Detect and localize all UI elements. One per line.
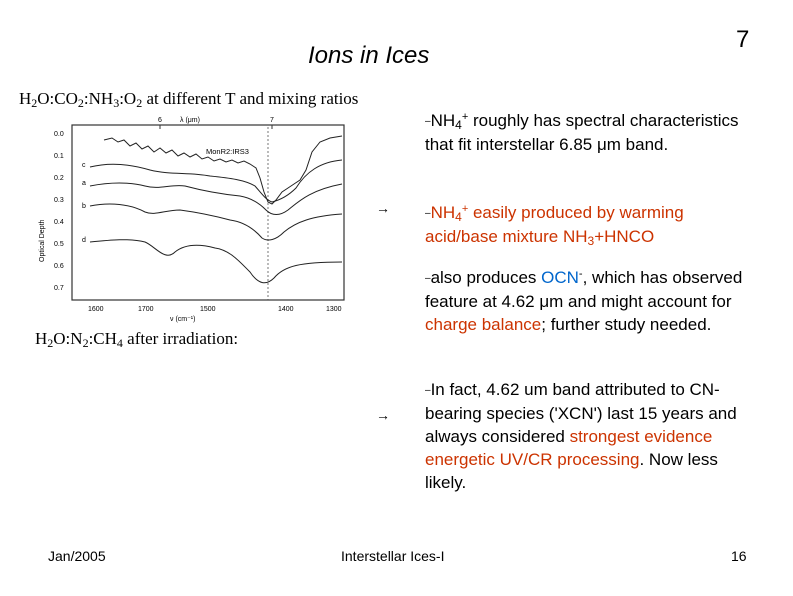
slide-number-top: 7 [736, 26, 750, 53]
x-tick-1600: 1600 [88, 306, 104, 313]
footer-title: Interstellar Ices-I [341, 548, 445, 564]
bullet-3: –also produces OCN-, which has observed feature at 4.62 μm and might account for charge balance; further study needed. [425, 268, 743, 334]
arrow-right-icon: → [376, 407, 390, 423]
spectrum-curve-a [90, 183, 342, 215]
top-tick-7: 7 [270, 117, 274, 124]
slide-title: Ions in Ices [308, 42, 430, 69]
y-axis-label: Optical Depth [39, 219, 46, 262]
y-tick-0: 0.0 [54, 131, 64, 138]
y-tick-6: 0.6 [54, 263, 64, 270]
spectrum-curve-d [90, 240, 342, 283]
bullet-4: –In fact, 4.62 um band attributed to CN-bearing species ('XCN') last 15 years and always considered strongest evidence energetic UV/CR processing. Now less likely. [425, 380, 737, 492]
x-tick-1300: 1300 [326, 306, 342, 313]
curve-label-d: d [82, 237, 86, 244]
bullet-2: $-NH_4^+$ easily produced by warming acid/base mixture $NH_3+HNCO$ [425, 203, 684, 248]
top-tick-6: 6 [158, 117, 162, 124]
arrow-right-icon: → [376, 200, 390, 216]
y-tick-3: 0.3 [54, 197, 64, 204]
bullet-1: $-NH_4^+$ roughly has spectral characteristics that fit interstellar 6.85 μm band. [425, 111, 739, 154]
x-axis-label: ν (cm⁻¹) [170, 316, 196, 323]
x-tick-1400: 1400 [278, 306, 294, 313]
y-tick-4: 0.4 [54, 219, 64, 226]
spectrum-label: MonR2:IRS3 [206, 147, 249, 156]
y-tick-5: 0.5 [54, 241, 64, 248]
spectrum-figure [30, 112, 360, 324]
curve-label-c: c [82, 162, 86, 169]
y-tick-2: 0.2 [54, 175, 64, 182]
x-tick-1500: 1500 [200, 306, 216, 313]
top-axis-label: λ (μm) [180, 117, 200, 124]
curve-label-b: b [82, 203, 86, 210]
x-tick-1700: 1700 [138, 306, 154, 313]
subheading-mixture: $H_2O:CO_2:NH_3:O_2$ at different T and mixing ratios [19, 89, 359, 110]
subheading-irradiation: $H_2O:N_2:CH_4$ after irradiation: [35, 329, 239, 350]
y-tick-1: 0.1 [54, 153, 64, 160]
spectrum-curve-b [90, 204, 342, 240]
spectrum-curve-c [90, 160, 342, 202]
y-tick-7: 0.7 [54, 285, 64, 292]
footer-page-number: 16 [731, 548, 747, 564]
footer-date: Jan/2005 [48, 548, 106, 564]
curve-label-a: a [82, 180, 86, 187]
